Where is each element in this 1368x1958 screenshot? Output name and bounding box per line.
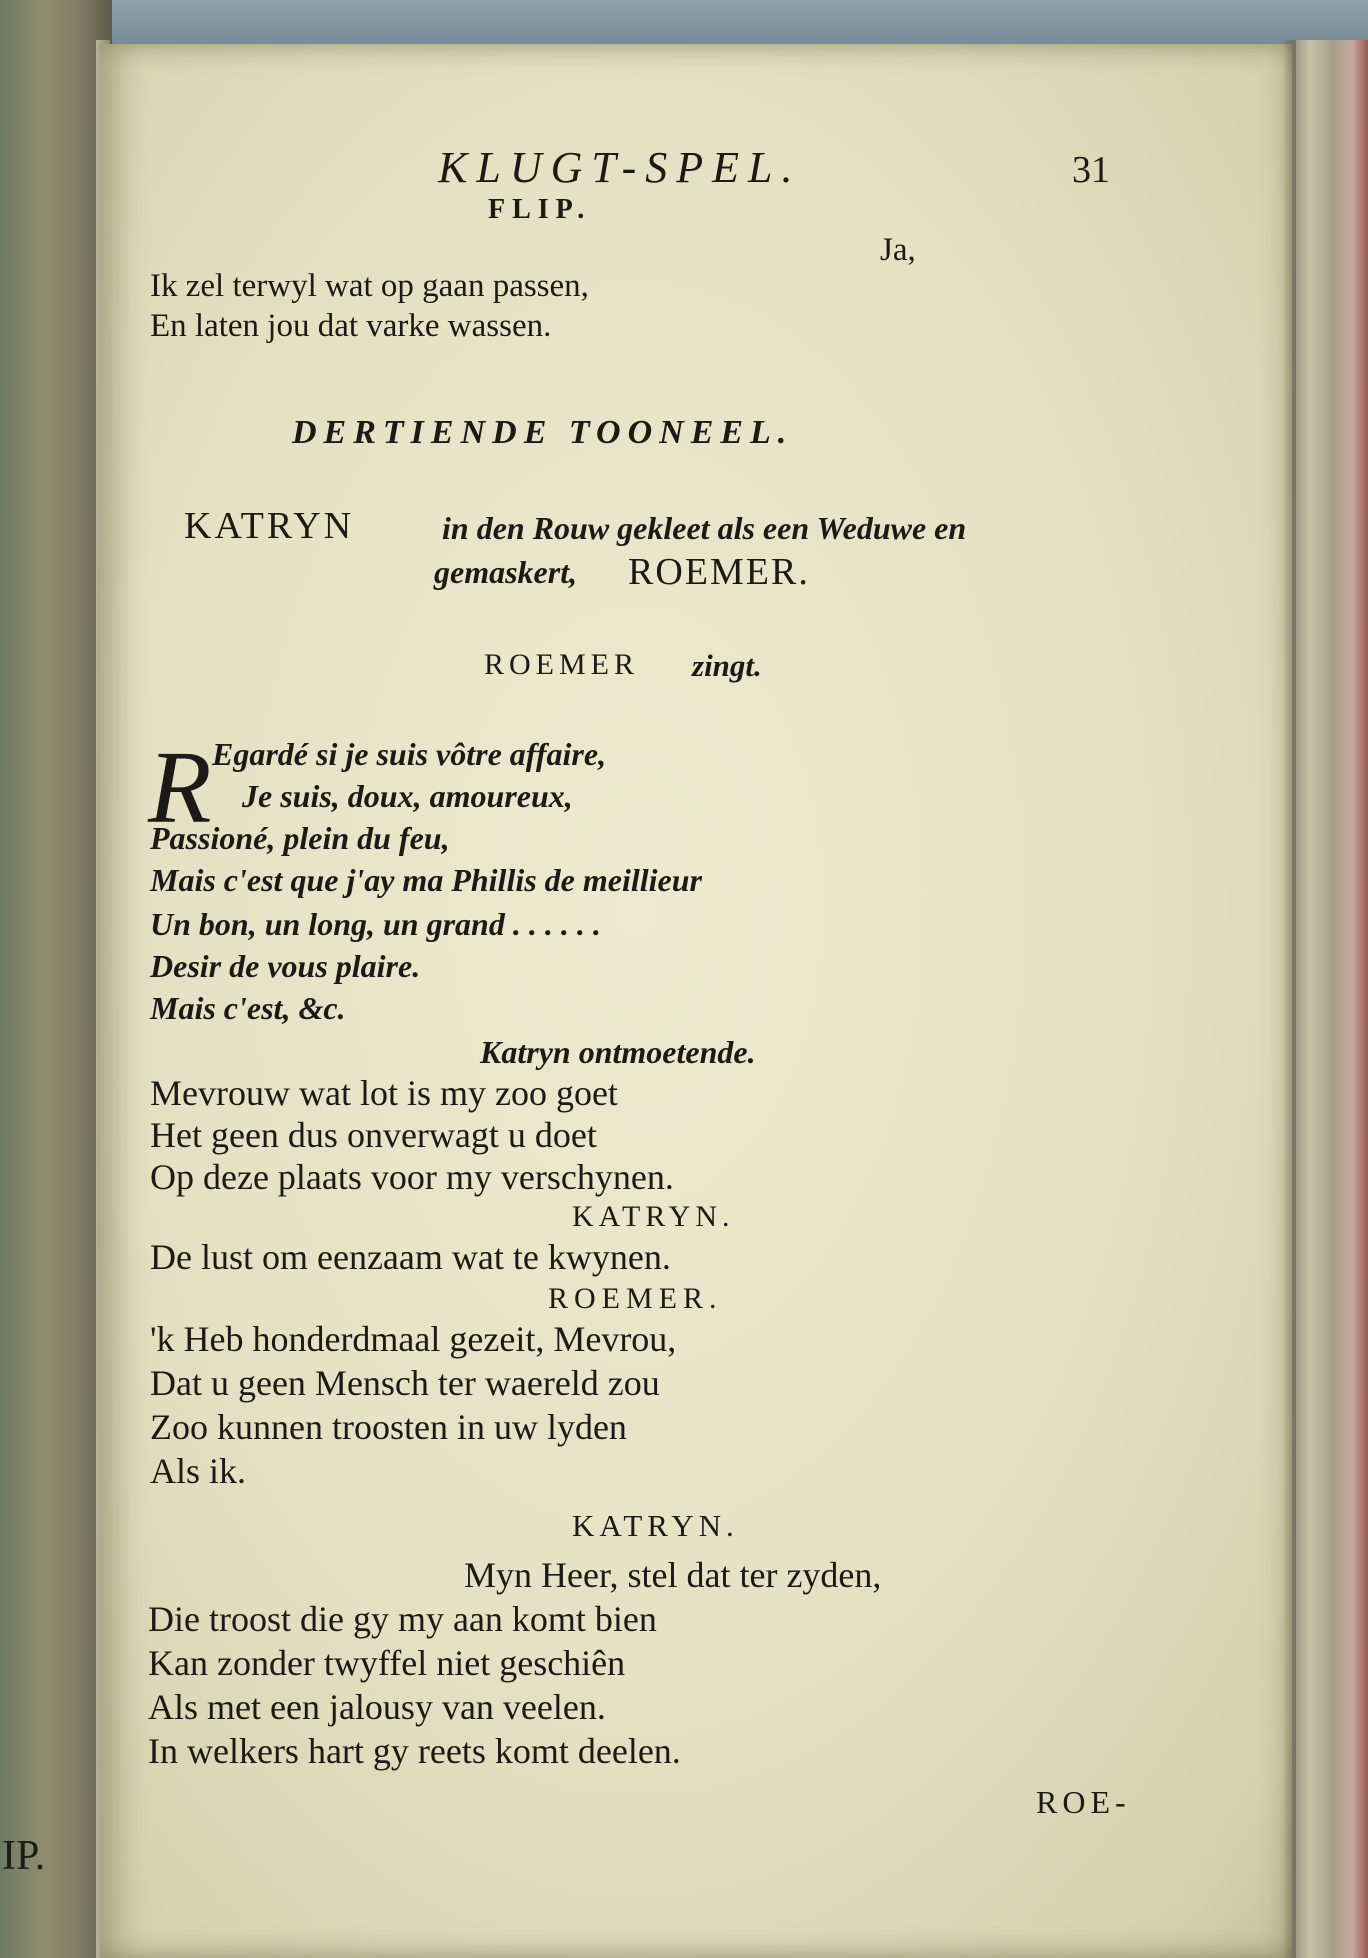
verse-line: In welkers hart gy reets komt deelen. xyxy=(148,1731,681,1771)
cast-name-roemer: ROEMER. xyxy=(628,551,810,593)
running-head: KLUGT-SPEL. xyxy=(438,143,802,192)
verse-line: 'k Heb honderdmaal gezeit, Mevrou, xyxy=(150,1319,677,1359)
speaker-katryn: KATRYN. xyxy=(572,1508,739,1543)
stage-direction: Katryn ontmoetende. xyxy=(480,1034,756,1070)
song-speaker: ROEMER xyxy=(484,648,640,681)
speaker-roemer: ROEMER. xyxy=(548,1282,723,1315)
book-page xyxy=(100,44,1292,1958)
verse-line: Het geen dus onverwagt u doet xyxy=(150,1115,597,1155)
song-line: Egardé si je suis vôtre affaire, xyxy=(212,736,607,772)
song-line: Je suis, doux, amoureux, xyxy=(242,778,573,814)
catchword: ROE- xyxy=(1036,1784,1131,1820)
cast-name-katryn: KATRYN xyxy=(184,505,355,547)
verse-line: Die troost die gy my aan komt bien xyxy=(148,1599,657,1639)
verse-line: Dat u geen Mensch ter waereld zou xyxy=(150,1363,660,1403)
verse-line: Ja, xyxy=(880,232,916,268)
song-line: Un bon, un long, un grand . . . . . . xyxy=(150,906,601,942)
song-line: Passioné, plein du feu, xyxy=(150,820,450,856)
verse-line: En laten jou dat varke wassen. xyxy=(150,308,552,344)
song-direction: zingt. xyxy=(692,648,762,683)
verse-line: Kan zonder twyffel niet geschiên xyxy=(148,1643,626,1683)
left-page-fragment: IP. xyxy=(2,1833,46,1879)
page-edge-shadow xyxy=(1282,40,1296,1958)
drop-cap: R xyxy=(148,730,212,845)
page-number: 31 xyxy=(1072,149,1110,191)
song-line: Mais c'est que j'ay ma Phillis de meillieur xyxy=(150,862,702,898)
cast-description-2: gemaskert, xyxy=(434,554,578,590)
scene-heading: DERTIENDE TOONEEL. xyxy=(292,414,794,451)
speaker-flip: FLIP. xyxy=(488,194,592,225)
verse-line: Ik zel terwyl wat op gaan passen, xyxy=(150,268,589,304)
book-right-edge xyxy=(1290,40,1368,1958)
speaker-katryn: KATRYN. xyxy=(572,1200,735,1233)
song-line: Mais c'est, &c. xyxy=(150,990,346,1026)
verse-line: Zoo kunnen troosten in uw lyden xyxy=(150,1407,627,1447)
verse-line: Mevrouw wat lot is my zoo goet xyxy=(150,1073,618,1113)
verse-line: Op deze plaats voor my verschynen. xyxy=(150,1157,674,1197)
verse-line: Als ik. xyxy=(150,1451,247,1491)
song-line: Desir de vous plaire. xyxy=(150,948,421,984)
verse-line: Als met een jalousy van veelen. xyxy=(148,1687,606,1727)
verse-line: De lust om eenzaam wat te kwynen. xyxy=(150,1237,671,1277)
cast-description: in den Rouw gekleet als een Weduwe en xyxy=(442,510,967,546)
verse-line: Myn Heer, stel dat ter zyden, xyxy=(464,1555,882,1595)
